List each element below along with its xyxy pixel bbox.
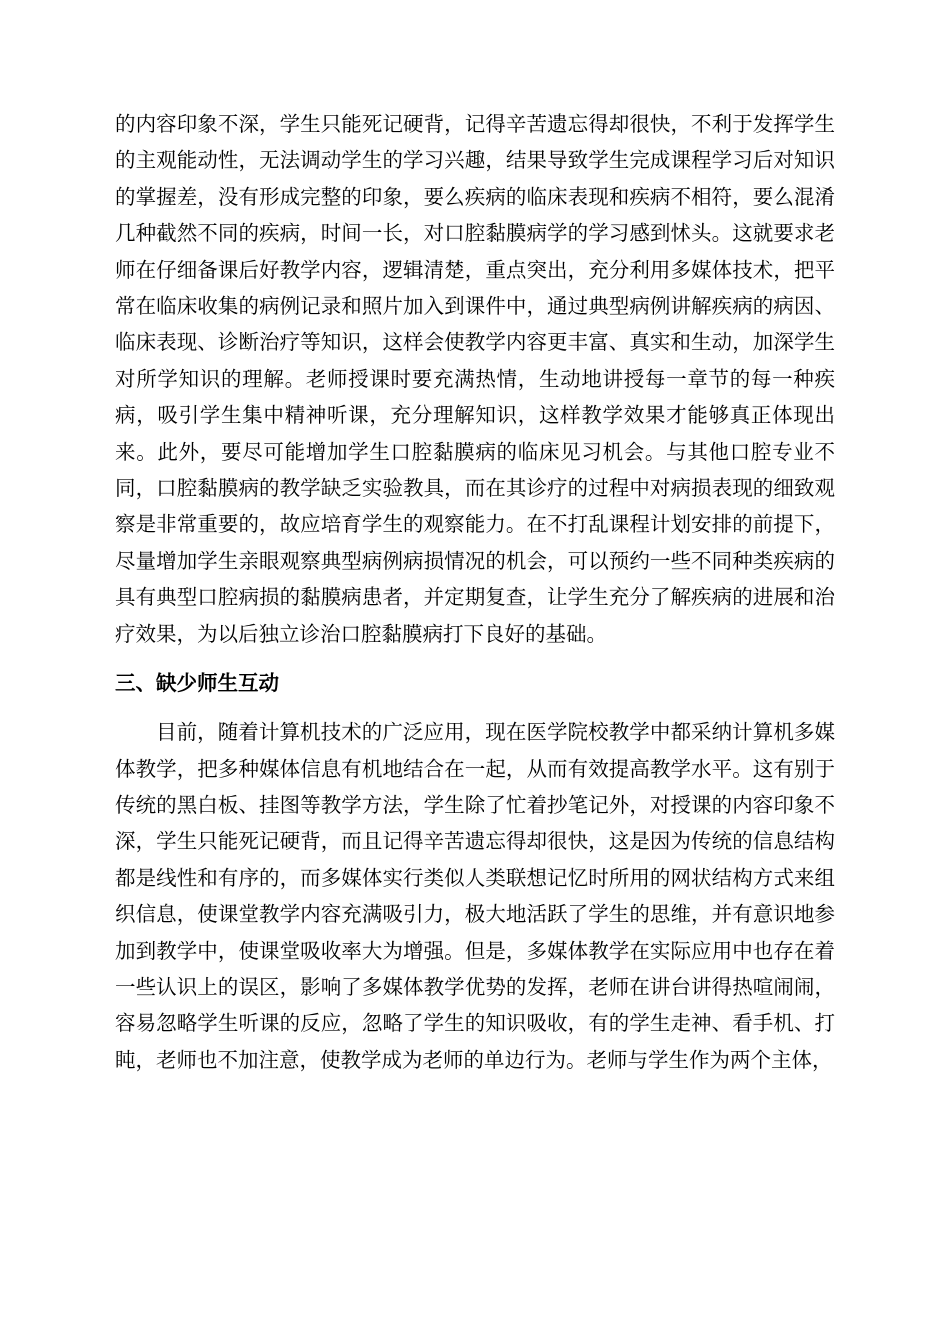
body-paragraph: 目前，随着计算机技术的广泛应用，现在医学院校教学中都采纳计算机多媒体教学，把多种媒体信息有机地结合在一起，从而有效提高教学水平。这有别于传统的黑白板、挂图等教学方法，学生除了忙着抄笔记外，对授课的内容印象不深，学生只能死记硬背，而且记得辛苦遗忘得却很快，这是因为传统的信息结构都是线性和有序的，而多媒体实行类似人类联想记忆时所用的网状结构方式来组织信息，使课堂教学内容充满吸引力，极大地活跃了学生的思维，并有意识地参加到教学中，使课堂吸收率大为增强。但是，多媒体教学在实际应用中也存在着一些认识上的误区，影响了多媒体教学优势的发挥，老师在讲台讲得热喧闹闹，容易忽略学生听课的反应，忽略了学生的知识吸收，有的学生走神、看手机、打盹，老师也不加注意，使教学成为老师的单边行为。老师与学生作为两个主体， [115, 720, 835, 1072]
document-body [115, 106, 835, 1078]
section-heading: 三、缺少师生互动 [115, 671, 279, 696]
body-paragraph-continued: 的内容印象不深，学生只能死记硬背，记得辛苦遗忘得却很快，不利于发挥学生的主观能动性，无法调动学生的学习兴趣，结果导致学生完成课程学习后对知识的掌握差，没有形成完整的印象，要么疾病的临床表现和疾病不相符，要么混淆几种截然不同的疾病，时间一长，对口腔黏膜病学的学习感到怵头。这就要求老师在仔细备课后好教学内容，逻辑清楚，重点突出，充分利用多媒体技术，把平常在临床收集的病例记录和照片加入到课件中，通过典型病例讲解疾病的病因、临床表现、诊断治疗等知识，这样会使教学内容更丰富、真实和生动，加深学生对所学知识的理解。老师授课时要充满热情，生动地讲授每一章节的每一种疾病，吸引学生集中精神听课，充分理解知识，这样教学效果才能够真正体现出来。此外，要尽可能增加学生口腔黏膜病的临床见习机会。与其他口腔专业不同，口腔黏膜病的教学缺乏实验教具，而在其诊疗的过程中对病损表现的细致观察是非常重要的，故应培育学生的观察能力。在不打乱课程计划安排的前提下，尽量增加学生亲眼观察典型病例病损情况的机会，可以预约一些不同种类疾病的具有典型口腔病损的黏膜病患者，并定期复查，让学生充分了解疾病的进展和治疗效果，为以后独立诊治口腔黏膜病打下良好的基础。 [115, 112, 835, 646]
